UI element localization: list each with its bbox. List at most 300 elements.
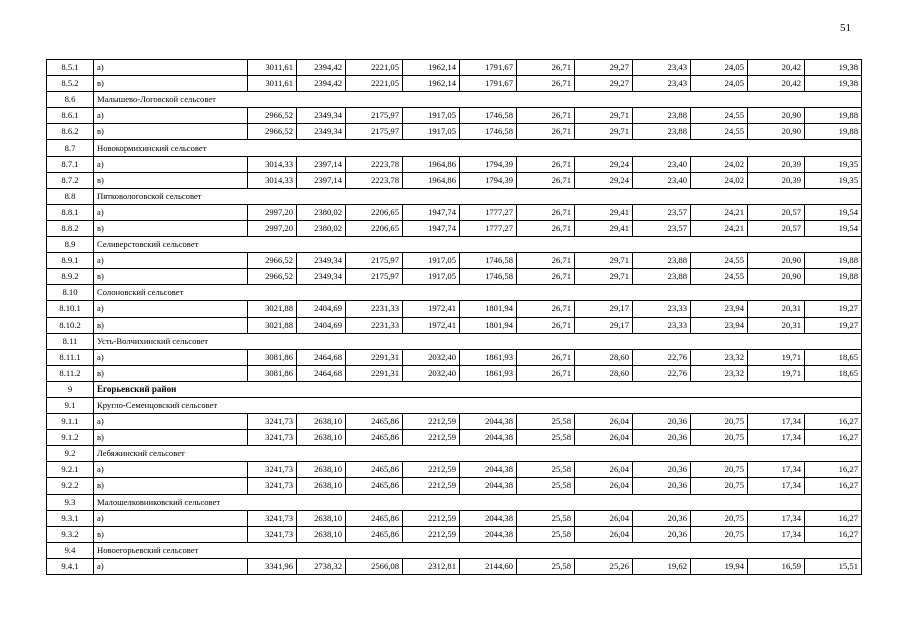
value-cell: 2175,97 xyxy=(346,124,403,140)
value-cell: 20,31 xyxy=(748,317,805,333)
value-cell: 2044,38 xyxy=(460,526,517,542)
tariff-table xyxy=(46,59,862,575)
row-label: а) xyxy=(94,414,248,430)
value-cell: 1917,05 xyxy=(403,253,460,269)
value-cell: 2221,05 xyxy=(346,60,403,76)
value-cell: 29,27 xyxy=(575,60,633,76)
value-cell: 2465,86 xyxy=(346,526,403,542)
row-label: а) xyxy=(94,156,248,172)
value-cell: 19,27 xyxy=(805,317,862,333)
value-cell: 26,04 xyxy=(575,526,633,542)
value-cell: 26,71 xyxy=(517,365,575,381)
value-cell: 29,27 xyxy=(575,76,633,92)
value-cell: 24,05 xyxy=(691,60,748,76)
value-cell: 20,75 xyxy=(691,526,748,542)
value-cell: 3081,86 xyxy=(248,349,297,365)
value-cell: 20,36 xyxy=(633,510,691,526)
value-cell: 2032,40 xyxy=(403,365,460,381)
value-cell: 19,88 xyxy=(805,269,862,285)
value-cell: 2966,52 xyxy=(248,108,297,124)
value-cell: 2404,69 xyxy=(297,317,346,333)
value-cell: 2044,38 xyxy=(460,430,517,446)
value-cell: 25,58 xyxy=(517,510,575,526)
value-cell: 2465,86 xyxy=(346,510,403,526)
value-cell: 2397,14 xyxy=(297,156,346,172)
value-cell: 24,02 xyxy=(691,172,748,188)
value-cell: 20,42 xyxy=(748,76,805,92)
value-cell: 2044,38 xyxy=(460,478,517,494)
section-code: 8.11 xyxy=(47,333,94,349)
section-name: Егорьевский район xyxy=(94,381,862,397)
value-cell: 20,90 xyxy=(748,108,805,124)
section-name: Новокормихинский сельсовет xyxy=(94,140,862,156)
value-cell: 25,58 xyxy=(517,462,575,478)
table-row xyxy=(47,204,862,220)
section-row xyxy=(47,92,862,108)
value-cell: 2312,81 xyxy=(403,558,460,574)
value-cell: 3241,73 xyxy=(248,430,297,446)
section-code: 8.10 xyxy=(47,285,94,301)
value-cell: 3241,73 xyxy=(248,462,297,478)
value-cell: 26,71 xyxy=(517,156,575,172)
value-cell: 1777,27 xyxy=(460,204,517,220)
value-cell: 2465,86 xyxy=(346,414,403,430)
value-cell: 2380,02 xyxy=(297,220,346,236)
section-code: 8.7 xyxy=(47,140,94,156)
value-cell: 2223,78 xyxy=(346,172,403,188)
value-cell: 26,71 xyxy=(517,301,575,317)
table-body xyxy=(47,60,862,575)
value-cell: 20,36 xyxy=(633,462,691,478)
section-row xyxy=(47,446,862,462)
section-row xyxy=(47,237,862,253)
value-cell: 26,71 xyxy=(517,204,575,220)
value-cell: 29,71 xyxy=(575,253,633,269)
value-cell: 2221,05 xyxy=(346,76,403,92)
value-cell: 19,38 xyxy=(805,76,862,92)
value-cell: 26,71 xyxy=(517,172,575,188)
row-code: 8.9.1 xyxy=(47,253,94,269)
row-label: а) xyxy=(94,204,248,220)
row-code: 9.3.1 xyxy=(47,510,94,526)
value-cell: 29,71 xyxy=(575,108,633,124)
row-code: 8.10.1 xyxy=(47,301,94,317)
value-cell: 3081,86 xyxy=(248,365,297,381)
value-cell: 2397,14 xyxy=(297,172,346,188)
value-cell: 2997,20 xyxy=(248,220,297,236)
value-cell: 2212,59 xyxy=(403,510,460,526)
table-row xyxy=(47,269,862,285)
value-cell: 1794,39 xyxy=(460,172,517,188)
value-cell: 2044,38 xyxy=(460,462,517,478)
section-row xyxy=(47,188,862,204)
value-cell: 1801,94 xyxy=(460,317,517,333)
value-cell: 19,71 xyxy=(748,349,805,365)
table-row xyxy=(47,60,862,76)
value-cell: 25,58 xyxy=(517,526,575,542)
row-label: в) xyxy=(94,269,248,285)
value-cell: 26,71 xyxy=(517,349,575,365)
value-cell: 2738,32 xyxy=(297,558,346,574)
section-name: Солоновский сельсовет xyxy=(94,285,862,301)
value-cell: 26,71 xyxy=(517,269,575,285)
section-name: Малышево-Логовской сельсовет xyxy=(94,92,862,108)
section-code: 8.6 xyxy=(47,92,94,108)
value-cell: 2380,02 xyxy=(297,204,346,220)
section-row xyxy=(47,542,862,558)
value-cell: 2032,40 xyxy=(403,349,460,365)
value-cell: 17,34 xyxy=(748,510,805,526)
value-cell: 20,31 xyxy=(748,301,805,317)
value-cell: 2966,52 xyxy=(248,253,297,269)
section-code: 9.4 xyxy=(47,542,94,558)
value-cell: 2349,34 xyxy=(297,269,346,285)
section-code: 9.2 xyxy=(47,446,94,462)
value-cell: 3011,61 xyxy=(248,76,297,92)
value-cell: 29,41 xyxy=(575,204,633,220)
value-cell: 3241,73 xyxy=(248,510,297,526)
value-cell: 19,54 xyxy=(805,204,862,220)
value-cell: 2212,59 xyxy=(403,430,460,446)
section-row xyxy=(47,381,862,397)
value-cell: 19,27 xyxy=(805,301,862,317)
section-name: Малошелковниковский сельсовет xyxy=(94,494,862,510)
row-code: 8.7.2 xyxy=(47,172,94,188)
value-cell: 20,36 xyxy=(633,526,691,542)
value-cell: 23,88 xyxy=(633,124,691,140)
value-cell: 2175,97 xyxy=(346,269,403,285)
value-cell: 24,55 xyxy=(691,269,748,285)
value-cell: 17,34 xyxy=(748,526,805,542)
value-cell: 2638,10 xyxy=(297,510,346,526)
value-cell: 20,57 xyxy=(748,220,805,236)
value-cell: 2566,08 xyxy=(346,558,403,574)
value-cell: 2465,86 xyxy=(346,462,403,478)
value-cell: 2175,97 xyxy=(346,253,403,269)
value-cell: 24,21 xyxy=(691,204,748,220)
value-cell: 1917,05 xyxy=(403,269,460,285)
table-row xyxy=(47,462,862,478)
table-row xyxy=(47,220,862,236)
row-label: а) xyxy=(94,253,248,269)
value-cell: 16,27 xyxy=(805,510,862,526)
table-row xyxy=(47,317,862,333)
value-cell: 1861,93 xyxy=(460,349,517,365)
value-cell: 26,71 xyxy=(517,108,575,124)
value-cell: 23,33 xyxy=(633,317,691,333)
page-number: 51 xyxy=(840,22,851,34)
value-cell: 23,40 xyxy=(633,156,691,172)
value-cell: 26,04 xyxy=(575,414,633,430)
value-cell: 1861,93 xyxy=(460,365,517,381)
table-row xyxy=(47,430,862,446)
value-cell: 24,21 xyxy=(691,220,748,236)
value-cell: 26,71 xyxy=(517,317,575,333)
value-cell: 20,75 xyxy=(691,462,748,478)
value-cell: 3241,73 xyxy=(248,478,297,494)
row-label: а) xyxy=(94,349,248,365)
value-cell: 2212,59 xyxy=(403,478,460,494)
value-cell: 29,41 xyxy=(575,220,633,236)
value-cell: 2349,34 xyxy=(297,108,346,124)
value-cell: 1801,94 xyxy=(460,301,517,317)
section-name: Селиверстовский сельсовет xyxy=(94,237,862,253)
value-cell: 1962,14 xyxy=(403,76,460,92)
value-cell: 1972,41 xyxy=(403,317,460,333)
value-cell: 24,55 xyxy=(691,124,748,140)
table-row xyxy=(47,108,862,124)
table-row xyxy=(47,301,862,317)
value-cell: 24,05 xyxy=(691,76,748,92)
row-label: а) xyxy=(94,510,248,526)
value-cell: 2175,97 xyxy=(346,108,403,124)
value-cell: 29,71 xyxy=(575,124,633,140)
value-cell: 3011,61 xyxy=(248,60,297,76)
value-cell: 2638,10 xyxy=(297,526,346,542)
value-cell: 3021,88 xyxy=(248,301,297,317)
value-cell: 2966,52 xyxy=(248,124,297,140)
value-cell: 26,71 xyxy=(517,60,575,76)
value-cell: 20,75 xyxy=(691,510,748,526)
value-cell: 22,76 xyxy=(633,349,691,365)
value-cell: 26,04 xyxy=(575,462,633,478)
value-cell: 25,58 xyxy=(517,558,575,574)
row-label: в) xyxy=(94,172,248,188)
value-cell: 19,71 xyxy=(748,365,805,381)
value-cell: 29,24 xyxy=(575,156,633,172)
row-code: 8.10.2 xyxy=(47,317,94,333)
value-cell: 25,58 xyxy=(517,478,575,494)
value-cell: 3014,33 xyxy=(248,172,297,188)
value-cell: 3241,73 xyxy=(248,526,297,542)
value-cell: 1777,27 xyxy=(460,220,517,236)
value-cell: 2638,10 xyxy=(297,462,346,478)
value-cell: 2231,33 xyxy=(346,301,403,317)
row-label: в) xyxy=(94,76,248,92)
value-cell: 29,17 xyxy=(575,317,633,333)
table-row xyxy=(47,558,862,574)
section-name: Кругло-Семенцовский сельсовет xyxy=(94,397,862,413)
value-cell: 20,42 xyxy=(748,60,805,76)
value-cell: 26,71 xyxy=(517,124,575,140)
value-cell: 2223,78 xyxy=(346,156,403,172)
value-cell: 16,27 xyxy=(805,462,862,478)
row-label: а) xyxy=(94,301,248,317)
value-cell: 3241,73 xyxy=(248,414,297,430)
table-row xyxy=(47,526,862,542)
value-cell: 2638,10 xyxy=(297,430,346,446)
table-row xyxy=(47,510,862,526)
value-cell: 20,90 xyxy=(748,253,805,269)
value-cell: 1964,86 xyxy=(403,156,460,172)
value-cell: 23,33 xyxy=(633,301,691,317)
section-row xyxy=(47,333,862,349)
value-cell: 2231,33 xyxy=(346,317,403,333)
value-cell: 2212,59 xyxy=(403,462,460,478)
value-cell: 20,39 xyxy=(748,156,805,172)
value-cell: 3014,33 xyxy=(248,156,297,172)
value-cell: 16,27 xyxy=(805,478,862,494)
value-cell: 23,88 xyxy=(633,108,691,124)
value-cell: 19,88 xyxy=(805,108,862,124)
value-cell: 17,34 xyxy=(748,478,805,494)
value-cell: 23,43 xyxy=(633,76,691,92)
value-cell: 24,02 xyxy=(691,156,748,172)
value-cell: 1917,05 xyxy=(403,108,460,124)
value-cell: 19,88 xyxy=(805,124,862,140)
row-label: а) xyxy=(94,60,248,76)
value-cell: 22,76 xyxy=(633,365,691,381)
value-cell: 26,04 xyxy=(575,430,633,446)
value-cell: 2206,65 xyxy=(346,220,403,236)
value-cell: 2465,86 xyxy=(346,430,403,446)
value-cell: 2464,68 xyxy=(297,349,346,365)
value-cell: 20,90 xyxy=(748,124,805,140)
row-code: 9.3.2 xyxy=(47,526,94,542)
value-cell: 26,71 xyxy=(517,253,575,269)
value-cell: 1746,58 xyxy=(460,269,517,285)
value-cell: 23,88 xyxy=(633,253,691,269)
row-label: а) xyxy=(94,462,248,478)
value-cell: 19,54 xyxy=(805,220,862,236)
row-label: в) xyxy=(94,526,248,542)
value-cell: 26,71 xyxy=(517,220,575,236)
value-cell: 19,38 xyxy=(805,60,862,76)
section-code: 9.3 xyxy=(47,494,94,510)
table-row xyxy=(47,253,862,269)
value-cell: 2212,59 xyxy=(403,526,460,542)
value-cell: 17,34 xyxy=(748,462,805,478)
row-code: 8.11.2 xyxy=(47,365,94,381)
table-row xyxy=(47,478,862,494)
value-cell: 19,88 xyxy=(805,253,862,269)
value-cell: 2291,31 xyxy=(346,365,403,381)
value-cell: 1791,67 xyxy=(460,60,517,76)
section-row xyxy=(47,285,862,301)
row-code: 9.2.2 xyxy=(47,478,94,494)
value-cell: 16,27 xyxy=(805,430,862,446)
section-row xyxy=(47,397,862,413)
value-cell: 19,35 xyxy=(805,156,862,172)
value-cell: 23,88 xyxy=(633,269,691,285)
value-cell: 1791,67 xyxy=(460,76,517,92)
value-cell: 2291,31 xyxy=(346,349,403,365)
row-label: в) xyxy=(94,365,248,381)
value-cell: 18,65 xyxy=(805,349,862,365)
value-cell: 20,36 xyxy=(633,478,691,494)
row-code: 9.2.1 xyxy=(47,462,94,478)
value-cell: 2349,34 xyxy=(297,253,346,269)
row-code: 8.5.2 xyxy=(47,76,94,92)
value-cell: 16,27 xyxy=(805,526,862,542)
value-cell: 23,32 xyxy=(691,365,748,381)
section-name: Пятковологовской сельсовет xyxy=(94,188,862,204)
value-cell: 19,35 xyxy=(805,172,862,188)
value-cell: 1746,58 xyxy=(460,253,517,269)
value-cell: 1972,41 xyxy=(403,301,460,317)
value-cell: 19,62 xyxy=(633,558,691,574)
value-cell: 20,36 xyxy=(633,430,691,446)
section-name: Усть-Волчихинский сельсовет xyxy=(94,333,862,349)
value-cell: 1962,14 xyxy=(403,60,460,76)
value-cell: 23,57 xyxy=(633,204,691,220)
value-cell: 29,71 xyxy=(575,269,633,285)
row-code: 8.7.1 xyxy=(47,156,94,172)
value-cell: 23,94 xyxy=(691,301,748,317)
value-cell: 29,17 xyxy=(575,301,633,317)
value-cell: 23,32 xyxy=(691,349,748,365)
value-cell: 20,75 xyxy=(691,414,748,430)
value-cell: 20,36 xyxy=(633,414,691,430)
section-code: 9 xyxy=(47,381,94,397)
value-cell: 3341,96 xyxy=(248,558,297,574)
value-cell: 2044,38 xyxy=(460,510,517,526)
table-row xyxy=(47,365,862,381)
value-cell: 16,27 xyxy=(805,414,862,430)
value-cell: 18,65 xyxy=(805,365,862,381)
row-label: в) xyxy=(94,430,248,446)
row-code: 9.4.1 xyxy=(47,558,94,574)
row-label: в) xyxy=(94,220,248,236)
value-cell: 25,58 xyxy=(517,430,575,446)
value-cell: 23,94 xyxy=(691,317,748,333)
row-code: 8.6.1 xyxy=(47,108,94,124)
value-cell: 2997,20 xyxy=(248,204,297,220)
value-cell: 20,75 xyxy=(691,478,748,494)
value-cell: 23,43 xyxy=(633,60,691,76)
row-code: 8.9.2 xyxy=(47,269,94,285)
value-cell: 2394,42 xyxy=(297,60,346,76)
section-code: 8.8 xyxy=(47,188,94,204)
value-cell: 20,90 xyxy=(748,269,805,285)
row-label: в) xyxy=(94,317,248,333)
value-cell: 1917,05 xyxy=(403,124,460,140)
value-cell: 2212,59 xyxy=(403,414,460,430)
value-cell: 2638,10 xyxy=(297,414,346,430)
row-label: в) xyxy=(94,478,248,494)
value-cell: 20,75 xyxy=(691,430,748,446)
value-cell: 28,60 xyxy=(575,365,633,381)
value-cell: 15,51 xyxy=(805,558,862,574)
row-code: 8.6.2 xyxy=(47,124,94,140)
value-cell: 19,94 xyxy=(691,558,748,574)
row-label: а) xyxy=(94,108,248,124)
value-cell: 2206,65 xyxy=(346,204,403,220)
section-name: Лебяжинский сельсовет xyxy=(94,446,862,462)
section-code: 8.9 xyxy=(47,237,94,253)
section-row xyxy=(47,494,862,510)
value-cell: 2465,86 xyxy=(346,478,403,494)
table-row xyxy=(47,156,862,172)
row-label: а) xyxy=(94,558,248,574)
value-cell: 25,58 xyxy=(517,414,575,430)
table-row xyxy=(47,172,862,188)
value-cell: 2638,10 xyxy=(297,478,346,494)
value-cell: 1947,74 xyxy=(403,204,460,220)
table-row xyxy=(47,349,862,365)
value-cell: 16,59 xyxy=(748,558,805,574)
value-cell: 2464,68 xyxy=(297,365,346,381)
row-code: 8.5.1 xyxy=(47,60,94,76)
section-row xyxy=(47,140,862,156)
value-cell: 2966,52 xyxy=(248,269,297,285)
value-cell: 1947,74 xyxy=(403,220,460,236)
value-cell: 25,26 xyxy=(575,558,633,574)
value-cell: 2144,60 xyxy=(460,558,517,574)
value-cell: 26,04 xyxy=(575,510,633,526)
section-code: 9.1 xyxy=(47,397,94,413)
row-code: 8.8.1 xyxy=(47,204,94,220)
